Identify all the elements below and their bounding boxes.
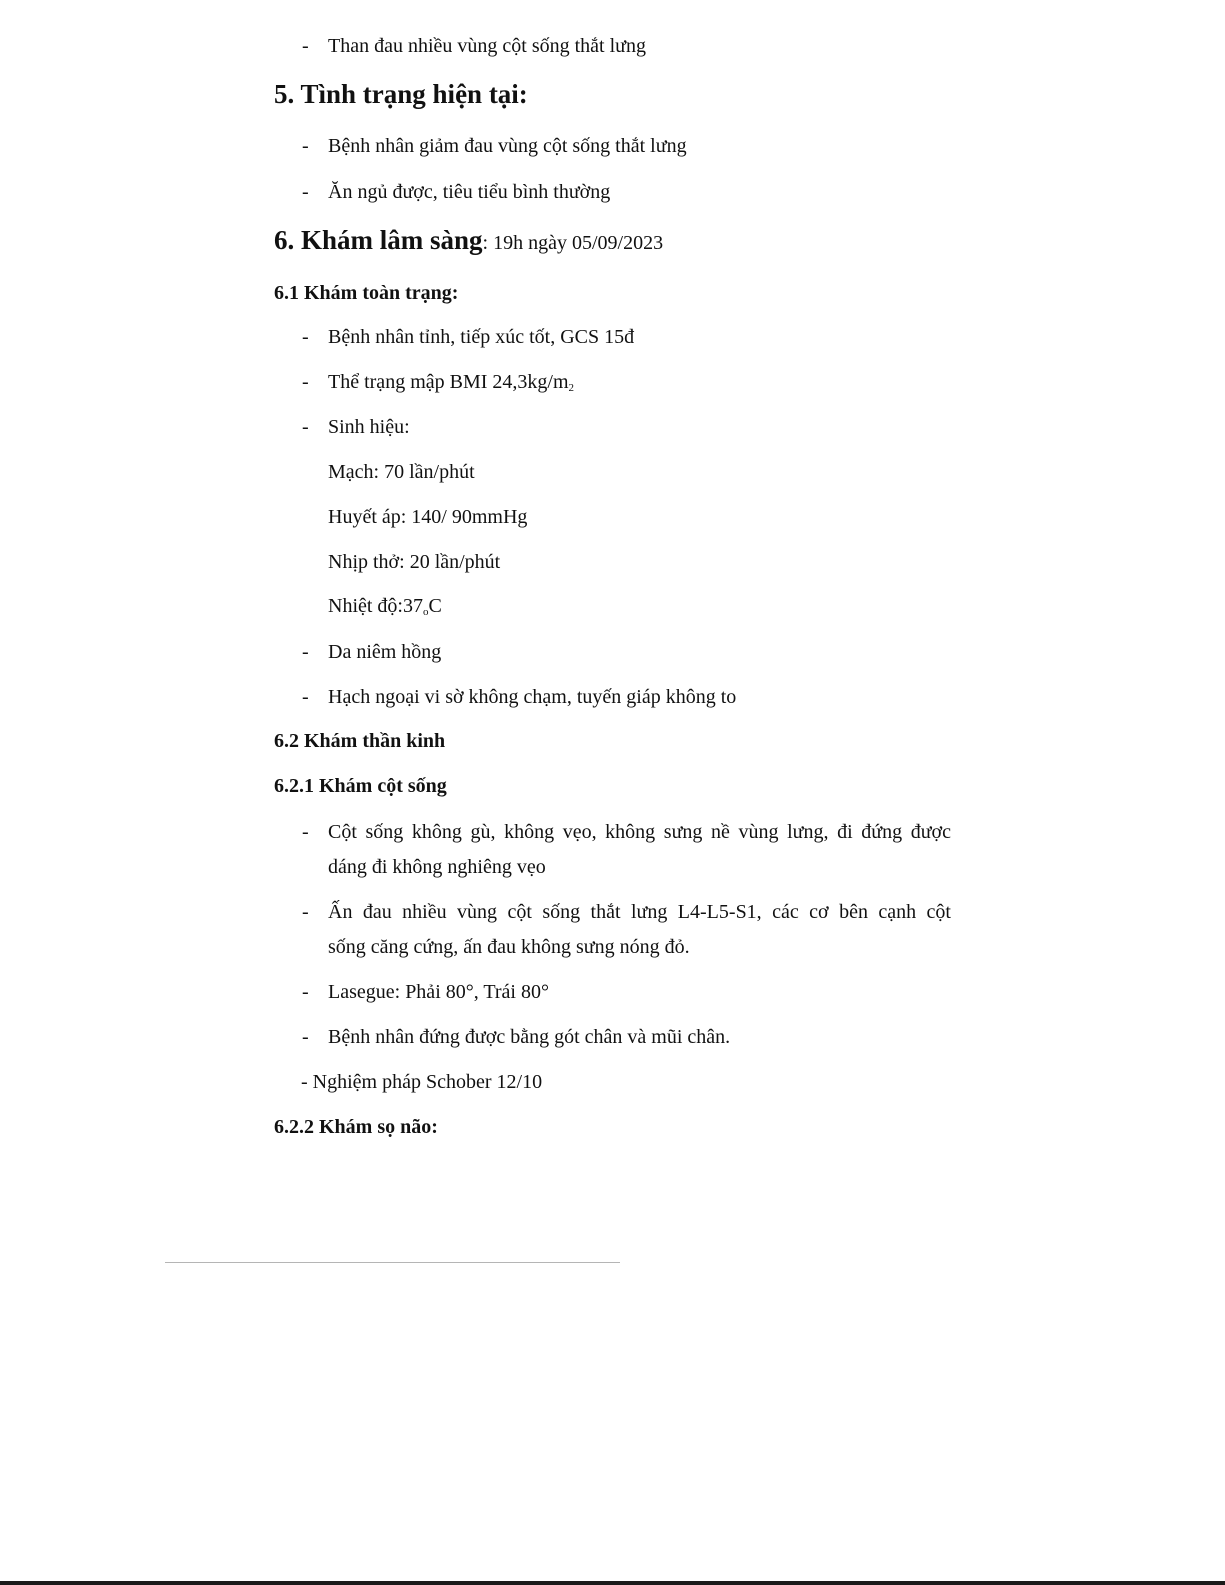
vital-pulse: Mạch: 70 lần/phút xyxy=(328,461,475,483)
section-6-2-1-heading: 6.2.1 Khám cột sống xyxy=(274,775,447,797)
footnote-separator xyxy=(165,1262,620,1263)
section-6-datetime: : 19h ngày 05/09/2023 xyxy=(482,232,664,254)
list-item-line: dáng đi không nghiêng vẹo xyxy=(328,856,546,878)
section-6-title: 6. Khám lâm sàng xyxy=(274,225,483,255)
bullet-dash: - xyxy=(302,35,309,57)
bmi-unit-sub: 2 xyxy=(568,382,575,394)
bullet-dash: - xyxy=(302,641,309,663)
section-6-heading xyxy=(274,224,663,259)
list-item xyxy=(328,370,574,400)
list-item: Sinh hiệu: xyxy=(328,416,410,438)
list-item-line: Ấn đau nhiều vùng cột sống thắt lưng L4-L5-S1, các cơ bên cạnh cột xyxy=(328,901,951,923)
bullet-dash: - xyxy=(302,981,309,1003)
list-item: Bệnh nhân giảm đau vùng cột sống thắt lưng xyxy=(328,135,687,157)
bullet-dash: - xyxy=(302,901,309,923)
list-item: - Nghiệm pháp Schober 12/10 xyxy=(301,1071,543,1093)
bullet-dash: - xyxy=(302,371,309,393)
section-6-2-heading: 6.2 Khám thần kinh xyxy=(274,730,446,752)
section-5-heading: 5. Tình trạng hiện tại: xyxy=(274,79,528,109)
list-item-line: Cột sống không gù, không vẹo, không sưng nề vùng lưng, đi đứng được xyxy=(328,821,951,843)
list-item: Lasegue: Phải 80°, Trái 80° xyxy=(328,981,549,1003)
list-item: Than đau nhiều vùng cột sống thắt lưng xyxy=(328,35,647,57)
list-item: Ăn ngủ được, tiêu tiểu bình thường xyxy=(328,181,611,203)
section-6-1-heading: 6.1 Khám toàn trạng: xyxy=(274,282,459,304)
list-item-line: sống căng cứng, ấn đau không sưng nóng đỏ. xyxy=(328,936,690,958)
vital-blood-pressure: Huyết áp: 140/ 90mmHg xyxy=(328,506,528,528)
bullet-dash: - xyxy=(302,181,309,203)
section-6-2-2-heading: 6.2.2 Khám sọ não: xyxy=(274,1116,438,1138)
bullet-dash: - xyxy=(302,686,309,708)
temp-unit: C xyxy=(428,595,442,617)
list-item: Hạch ngoại vi sờ không chạm, tuyến giáp không to xyxy=(328,686,737,708)
temp-degree-sub: o xyxy=(423,606,429,618)
temp-value: Nhiệt độ:37 xyxy=(328,595,423,617)
list-item: Bệnh nhân đứng được bằng gót chân và mũi chân. xyxy=(328,1026,731,1048)
bullet-dash: - xyxy=(302,416,309,438)
page-bottom-edge xyxy=(0,1581,1225,1585)
bullet-dash: - xyxy=(302,326,309,348)
list-item: Bệnh nhân tỉnh, tiếp xúc tốt, GCS 15đ xyxy=(328,326,635,348)
bullet-dash: - xyxy=(302,821,309,843)
bmi-text: Thể trạng mập BMI 24,3kg/m xyxy=(328,371,569,393)
bullet-dash: - xyxy=(302,1026,309,1048)
vital-respiration: Nhịp thở: 20 lần/phút xyxy=(328,551,501,573)
vital-temperature xyxy=(328,594,442,624)
list-item: Da niêm hồng xyxy=(328,641,442,663)
bullet-dash: - xyxy=(302,135,309,157)
